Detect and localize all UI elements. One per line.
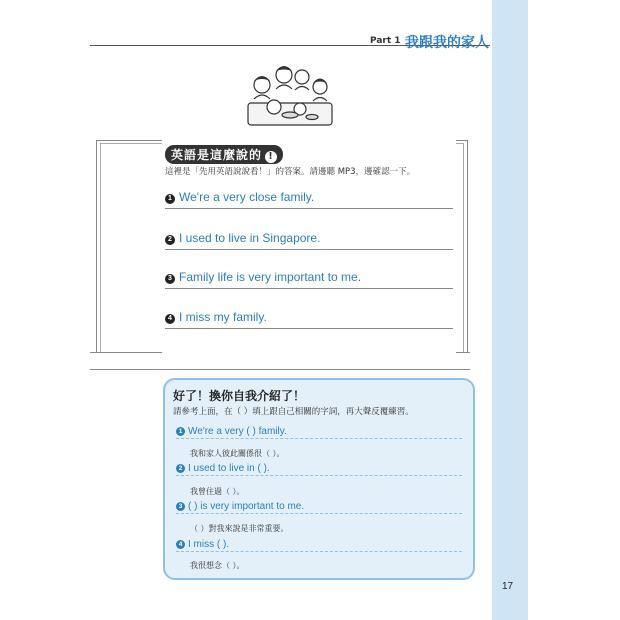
answer-item	[165, 231, 320, 245]
side-color-strip	[492, 0, 528, 620]
number-badge: 2	[176, 464, 185, 473]
exercise-subtitle: 請參考上面，在（ ）填上跟自己相關的字詞，再大聲反覆練習。	[173, 407, 414, 417]
number-badge: 4	[165, 314, 175, 324]
exercise-item	[176, 539, 462, 552]
part-label: Part 1	[370, 36, 401, 46]
exercise-translation: 我和家人彼此關係很（ ）。	[190, 449, 285, 458]
answer-text: Family life is very important to me.	[179, 270, 362, 284]
exercise-translation: 我曾住過（ ）。	[190, 487, 245, 496]
part-title: 我跟我的家人	[405, 35, 489, 51]
exercise-sentence: ( ) is very important to me.	[188, 501, 305, 512]
answer-item	[165, 190, 314, 204]
notebook-line	[165, 328, 453, 329]
exercise-sentence: We're a very ( ) family.	[188, 426, 287, 437]
number-badge: 1	[165, 194, 175, 204]
exercise-translation: 我很想念（ ）。	[190, 561, 245, 570]
page-number: 17	[502, 581, 514, 592]
exercise-translation: （ ）對我來說是非常重要。	[190, 524, 289, 533]
exercise-item	[176, 426, 462, 439]
number-badge: 4	[176, 540, 185, 549]
exercise-sentence: I used to live in ( ).	[188, 463, 270, 474]
number-badge: 3	[176, 502, 185, 511]
exercise-title: 好了！換你自我介紹了！	[173, 389, 306, 403]
exercise-sentence: I miss ( ).	[188, 539, 230, 550]
number-badge: 3	[165, 274, 175, 284]
notebook-title-text: 英語是這麼說的	[171, 148, 263, 162]
notebook-line	[165, 208, 453, 209]
number-badge: 2	[165, 235, 175, 245]
number-badge: 1	[176, 427, 185, 436]
family-dinner-illustration	[240, 55, 340, 133]
exclamation-icon: !	[265, 151, 277, 163]
notebook-line	[165, 249, 453, 250]
notebook-title	[165, 145, 283, 164]
notebook-line	[165, 288, 453, 289]
answer-item	[165, 310, 267, 324]
answer-text: I used to live in Singapore.	[179, 231, 321, 245]
answer-text: I miss my family.	[179, 310, 267, 324]
answer-text: We're a very close family.	[179, 190, 315, 204]
exercise-item	[176, 501, 462, 514]
answer-item	[165, 270, 361, 284]
notebook-subtitle: 這裡是「先用英語說說看！」的答案。請邊聽 MP3，邊確認一下。	[165, 167, 416, 177]
exercise-item	[176, 463, 462, 476]
